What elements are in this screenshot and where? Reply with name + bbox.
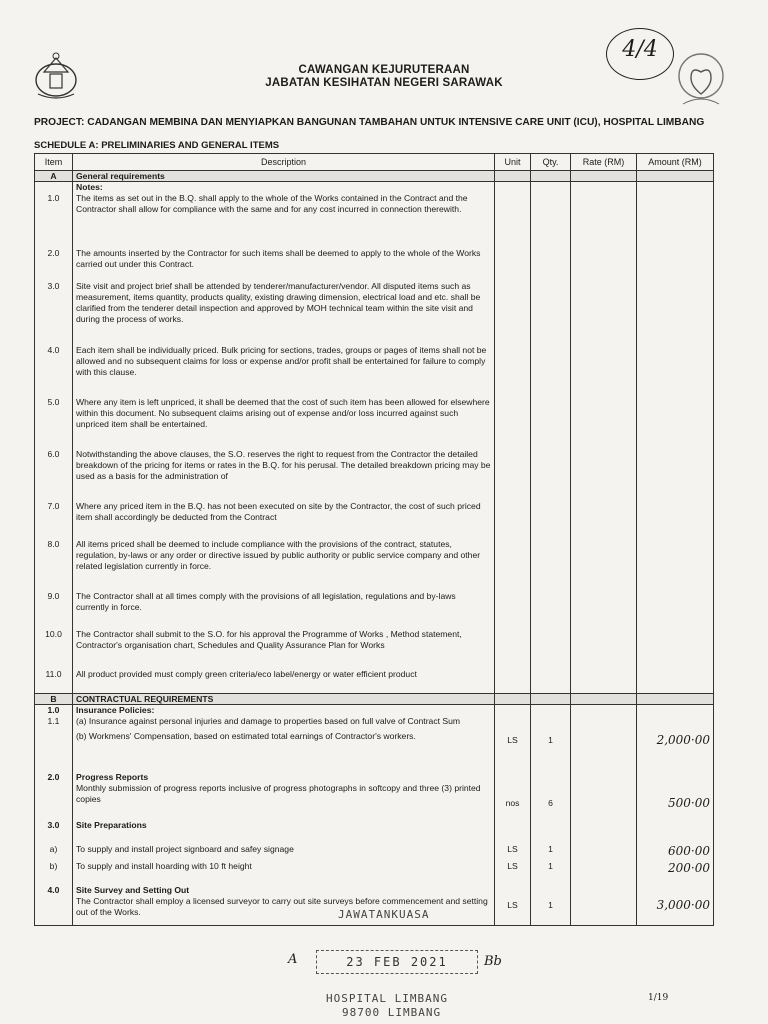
col-rate-header: Rate (RM) [571, 154, 637, 171]
handwritten-initial-right: Bb [484, 954, 502, 969]
table-row: 10.0 The Contractor shall submit to the S.O. for his approval the Programme of Works , Method statement, Contractor's organisation chart, Schedules and Quality Assurance Plan for Works [35, 629, 714, 669]
table-row: 1.0 Insurance Policies: [35, 705, 714, 717]
note-text: Each item shall be individually priced. Bulk pricing for sections, trades, groups or pages of items shall not be allowed and no subsequent claims for loss or expense and/or profit shall be entertained for failure to comply with this clause. [73, 345, 495, 397]
note-text: The Contractor shall submit to the S.O. for his approval the Programme of Works , Method statement, Contractor's organisation chart, Schedules and Quality Assurance Plan for Works [73, 629, 495, 669]
site-prep-text: To supply and install hoarding with 10 ft height [73, 861, 495, 885]
progress-text: Monthly submission of progress reports inclusive of progress photographs in softcopy and three (3) printed copies [76, 783, 481, 804]
table-row: 5.0 Where any item is left unpriced, it shall be deemed that the cost of such item has been allowed for elsewhere within this document. No subsequent claims arising out of expense and/or loss incurred against such unpriced item shall be entertained. [35, 397, 714, 449]
note-text: Where any item is left unpriced, it shall be deemed that the cost of such item has been allowed for elsewhere within this document. No subsequent claims arising out of expense and/or loss incurred against such unpriced item shall be entertained. [73, 397, 495, 449]
site-prep-text: To supply and install project signboard and safey signage [73, 844, 495, 861]
insurance-title: Insurance Policies: [73, 705, 495, 717]
stamp-postcode: 98700 LIMBANG [342, 1006, 442, 1019]
table-row: 2.0 Progress Reports Monthly submission of progress reports inclusive of progress photographs in softcopy and three (3) printed copies nos 6 500·00 [35, 764, 714, 816]
col-amount-header: Amount (RM) [637, 154, 714, 171]
qty-cell: 1 [531, 885, 571, 926]
insurance-a-text: (a) Insurance against personal injuries and damage to properties based on full valve of Contract Sum [76, 716, 461, 726]
table-row: 4.0 Each item shall be individually priced. Bulk pricing for sections, trades, groups or pages of items shall not be allowed and no subsequent claims for loss or expense and/or profit shall be entertained for failure to comply with this clause. [35, 345, 714, 397]
survey-text: The Contractor shall employ a licensed surveyor to carry out site surveys before commencement and setting out of the Works. [76, 896, 488, 917]
unit-cell: LS [495, 885, 531, 926]
bill-of-quantities-table [34, 153, 714, 926]
note-text: The amounts inserted by the Contractor for such items shall be deemed to apply to the whole of the Works carried out under this Contract. [73, 248, 495, 281]
qty-cell: 1 [531, 716, 571, 764]
note-text: All product provided must comply green criteria/eco label/energy or water efficient product [73, 669, 495, 694]
stamp-committee: JAWATANKUASA [338, 908, 430, 921]
table-row: 2.0 The amounts inserted by the Contractor for such items shall be deemed to apply to the whole of the Works carried out under this Contract. [35, 248, 714, 281]
page-number: 1/19 [648, 993, 669, 1003]
amount-cell: 3,000·00 [637, 885, 714, 926]
table-row: 11.0 All product provided must comply green criteria/eco label/energy or water efficient product [35, 669, 714, 694]
note-text: The Contractor shall at all times comply with the provisions of all legislation, regulations and by-laws currently in force. [73, 591, 495, 629]
stamp-hospital: HOSPITAL LIMBANG [326, 992, 448, 1005]
col-description-header: Description [73, 154, 495, 171]
note-text: Notwithstanding the above clauses, the S.O. reserves the right to request from the Contractor the detailed breakdown of the pricing for items or rates in the B.Q. for his perusal. The detailed breakdown pricing may be used as a basis for the administration of [73, 449, 495, 501]
unit-cell: nos [495, 764, 531, 816]
table-row: a) To supply and install project signboard and safey signage LS 1 600·00 [35, 844, 714, 861]
section-a-row [35, 171, 714, 182]
survey-title: Site Survey and Setting Out [76, 885, 190, 895]
unit-cell: LS [495, 716, 531, 764]
table-header-row [35, 154, 714, 171]
col-item-header: Item [35, 154, 73, 171]
qty-cell: 1 [531, 844, 571, 861]
col-unit-header: Unit [495, 154, 531, 171]
amount-cell: 200·00 [637, 861, 714, 885]
notes-label-row [35, 182, 714, 194]
note-text: All items priced shall be deemed to include compliance with the provisions of the contract, statutes, regulation, by-laws or any order or directive issued by public authority or public service company and other related legislation currently in force. [73, 539, 495, 591]
unit-cell: LS [495, 844, 531, 861]
table-row: b) To supply and install hoarding with 10 ft height LS 1 200·00 [35, 861, 714, 885]
site-prep-title: Site Preparations [73, 816, 495, 844]
stamp-date: 23 FEB 2021 [316, 950, 478, 974]
header-department: CAWANGAN KEJURUTERAAN [298, 64, 470, 76]
table-row: 1.0 The items as set out in the B.Q. shall apply to the whole of the Works contained in the Contract and the Contractor shall allow for compliance with the same and for any cost incurred in connection therewith. [35, 193, 714, 248]
note-text: Site visit and project brief shall be attended by tenderer/manufacturer/vendor. All disputed items such as measurement, items quantity, products quality, existing drawing dimension, electrical load and etc. shall be clarified from the tenderer detail inspection and approved by MOH technical team within the site visit and during the process of works. [73, 281, 495, 345]
amount-cell: 2,000·00 [637, 716, 714, 764]
unit-cell: LS [495, 861, 531, 885]
table-row: 1.1 (a) Insurance against personal injuries and damage to properties based on full valve of Contract Sum (b) Workmens' Compensation, based on estimated total earnings of Contractor's workers. LS 1 2,000·00 [35, 716, 714, 764]
note-text: The items as set out in the B.Q. shall apply to the whole of the Works contained in the Contract and the Contractor shall allow for compliance with the same and for any cost incurred in connection therewith. [73, 193, 495, 248]
qty-cell: 6 [531, 764, 571, 816]
table-row: 6.0 Notwithstanding the above clauses, the S.O. reserves the right to request from the Contractor the detailed breakdown of the pricing for items or rates in the B.Q. for his perusal. The detailed breakdown pricing may be used as a basis for the administration of [35, 449, 714, 501]
table-row: 9.0 The Contractor shall at all times comply with the provisions of all legislation, regulations and by-laws currently in force. [35, 591, 714, 629]
handwritten-initial-left: A [288, 952, 298, 967]
col-qty-header: Qty. [531, 154, 571, 171]
schedule-title: SCHEDULE A: PRELIMINARIES AND GENERAL ITEMS [34, 140, 280, 151]
table-row: 3.0 Site Preparations [35, 816, 714, 844]
section-b-row [35, 694, 714, 705]
table-row: 7.0 Where any priced item in the B.Q. has not been executed on site by the Contractor, the cost of such priced item shall accordingly be deducted from the Contract [35, 501, 714, 539]
amount-cell: 600·00 [637, 844, 714, 861]
table-row: 4.0 Site Survey and Setting Out The Contractor shall employ a licensed surveyor to carry out site surveys before commencement and setting out of the Works. LS 1 3,000·00 [35, 885, 714, 926]
header-agency: JABATAN KESIHATAN NEGERI SARAWAK [265, 77, 503, 89]
notes-label: Notes: [73, 182, 495, 194]
coat-of-arms-logo [30, 50, 82, 102]
section-a-title: General requirements [73, 171, 495, 182]
amount-cell: 500·00 [637, 764, 714, 816]
section-b-id: B [35, 694, 73, 705]
project-title: PROJECT: CADANGAN MEMBINA DAN MENYIAPKAN BANGUNAN TAMBAHAN UNTUK INTENSIVE CARE UNIT (ICU), HOSPITAL LIMBANG [34, 117, 705, 128]
table-row: 8.0 All items priced shall be deemed to include compliance with the provisions of the contract, statutes, regulation, by-laws or any order or directive issued by public authority or public service company and other related legislation currently in force. [35, 539, 714, 591]
note-text: Where any priced item in the B.Q. has not been executed on site by the Contractor, the cost of such priced item shall accordingly be deducted from the Contract [73, 501, 495, 539]
page-mark-text: 4/4 [622, 37, 658, 62]
section-a-id: A [35, 171, 73, 182]
progress-title: Progress Reports [76, 772, 149, 782]
qty-cell: 1 [531, 861, 571, 885]
section-b-title: CONTRACTUAL REQUIREMENTS [73, 694, 495, 705]
table-row: 3.0 Site visit and project brief shall be attended by tenderer/manufacturer/vendor. All disputed items such as measurement, items quantity, products quality, existing drawing dimension, electrical load and etc. shall be clarified from the tenderer detail inspection and approved by MOH technical team within the site visit and during the process of works. [35, 281, 714, 345]
insurance-b-text: (b) Workmens' Compensation, based on estimated total earnings of Contractor's workers. [76, 731, 416, 741]
